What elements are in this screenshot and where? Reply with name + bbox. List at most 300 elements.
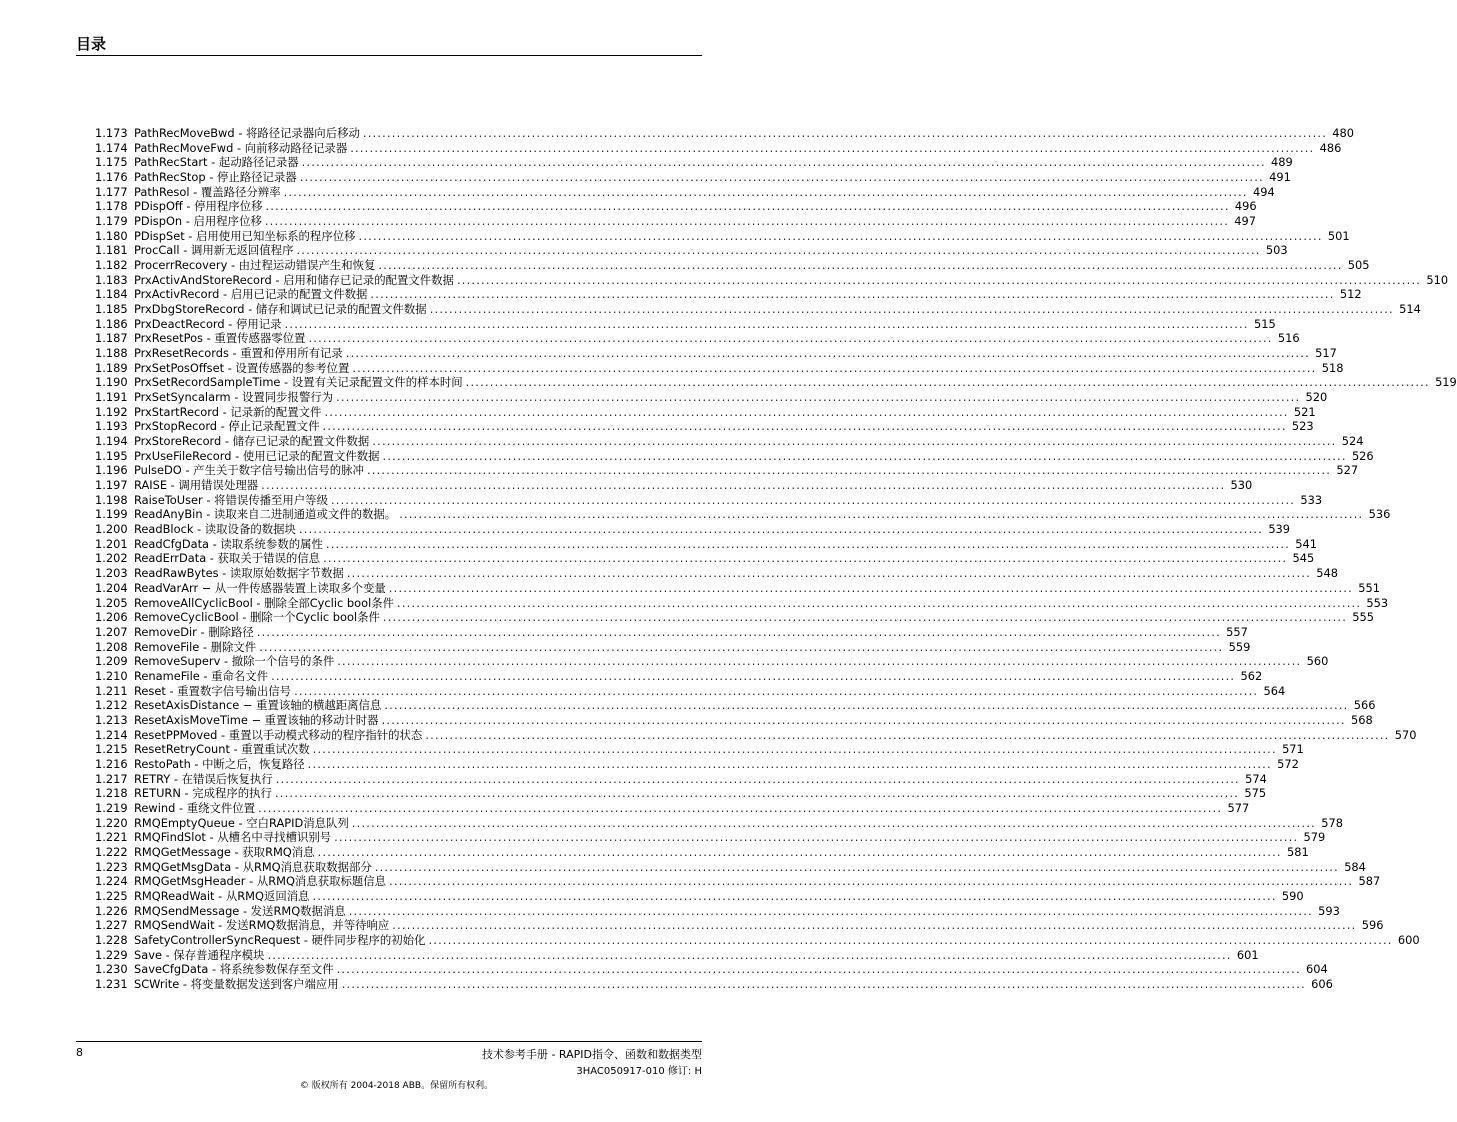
toc-dot-leader: ........................................................................................................................................................................................................ <box>307 756 1272 771</box>
toc-entry-title[interactable]: ReadAnyBin - 读取来自二进制通道或文件的数据。 <box>134 507 397 522</box>
toc-entry-title[interactable]: PrxSetRecordSampleTime - 设置有关记录配置文件的样本时间 <box>134 375 463 390</box>
toc-entry-page[interactable]: 526 <box>1351 448 1374 463</box>
toc-entry-page[interactable]: 520 <box>1305 390 1328 405</box>
toc-entry[interactable] <box>95 331 1300 346</box>
toc-entry-number: 1.207 <box>95 624 128 639</box>
toc-entry-page[interactable]: 497 <box>1234 214 1257 229</box>
toc-entry[interactable] <box>95 624 1248 640</box>
toc-entry[interactable] <box>95 610 1375 625</box>
toc-entry[interactable] <box>95 140 1342 156</box>
toc-entry-number: 1.204 <box>95 580 128 595</box>
toc-dot-leader: ........................................................................................................................................................................................................ <box>325 536 1291 551</box>
toc-entry-page[interactable]: 486 <box>1319 140 1342 155</box>
toc-entry-page[interactable]: 545 <box>1292 551 1315 566</box>
toc-entry-page[interactable]: 578 <box>1321 815 1343 830</box>
toc-entry-title[interactable]: ReadCfgData - 读取系统参数的属性 <box>134 536 323 551</box>
toc-entry-number: 1.177 <box>95 184 128 199</box>
document-id: 3HAC050917-010 修订: H <box>576 1066 702 1077</box>
toc-dot-leader: ........................................................................................................................................................................................................ <box>334 830 1299 845</box>
toc-entry-number: 1.188 <box>95 346 128 361</box>
toc-entry-title[interactable]: PrxUseFileRecord - 使用已记录的配置文件数据 <box>134 448 380 463</box>
toc-entry-page[interactable]: 527 <box>1336 463 1359 478</box>
toc-entry-page[interactable]: 524 <box>1341 434 1364 449</box>
toc-entry-title[interactable]: PrxActivRecord - 启用已记录的配置文件数据 <box>134 287 368 302</box>
toc-entry[interactable] <box>95 434 1364 449</box>
toc-entry[interactable] <box>95 346 1337 361</box>
toc-entry-number: 1.193 <box>95 419 128 434</box>
page-number: 8 <box>76 1046 83 1059</box>
toc-entry-title[interactable]: Reset - 重置数字信号输出信号 <box>134 683 292 698</box>
toc-dot-leader: ........................................................................................................................................................................................................ <box>372 434 1337 449</box>
toc-entry-title[interactable]: RMQGetMsgData - 从RMQ消息获取数据部分 <box>134 859 372 874</box>
toc-dot-leader: ........................................................................................................................................................................................................ <box>284 316 1249 331</box>
toc-entry-page[interactable]: 515 <box>1253 316 1276 331</box>
toc-entry-number: 1.202 <box>95 551 128 566</box>
toc-entry-title[interactable]: PrxSetPosOffset - 设置传感器的参考位置 <box>134 360 350 375</box>
toc-dot-leader: ........................................................................................................................................................................................................ <box>348 903 1313 918</box>
toc-entry[interactable] <box>95 155 1293 170</box>
toc-entry[interactable] <box>95 228 1350 244</box>
toc-entry-title[interactable]: RMQEmptyQueue - 空白RAPID消息队列 <box>134 815 349 830</box>
toc-entry[interactable] <box>95 214 1257 229</box>
toc-entry-title[interactable]: RMQFindSlot - 从槽名中寻找槽识别号 <box>134 830 332 845</box>
toc-entry-number: 1.189 <box>95 360 128 375</box>
toc-dot-leader: ........................................................................................................................................................................................................ <box>267 947 1232 962</box>
toc-dot-leader: ........................................................................................................................................................................................................ <box>366 463 1332 478</box>
toc-entry[interactable] <box>95 786 1267 801</box>
toc-dot-leader: ........................................................................................................................................................................................................ <box>274 786 1240 801</box>
toc-entry[interactable] <box>95 404 1316 420</box>
toc-entry-number: 1.186 <box>95 316 128 331</box>
toc-entry-number: 1.205 <box>95 595 128 610</box>
toc-entry-number: 1.219 <box>95 800 128 815</box>
toc-dot-leader: ........................................................................................................................................................................................................ <box>351 815 1316 830</box>
toc-entry-number: 1.198 <box>95 492 128 507</box>
toc-entry-page[interactable]: 581 <box>1286 844 1309 859</box>
toc-entry-title[interactable]: ProcCall - 调用新无返回值程序 <box>134 243 294 258</box>
toc-entry-page[interactable]: 555 <box>1352 610 1375 625</box>
toc-dot-leader: ........................................................................................................................................................................................................ <box>382 610 1348 625</box>
toc-entry-title[interactable]: RETURN - 完成程序的执行 <box>134 786 272 801</box>
toc-entry[interactable] <box>95 375 1457 390</box>
toc-entry-number: 1.174 <box>95 140 128 155</box>
toc-dot-leader: ........................................................................................................................................................................................................ <box>271 668 1236 683</box>
toc-entry-title[interactable]: PrxStartRecord - 记录新的配置文件 <box>134 404 322 419</box>
toc-dot-leader: ........................................................................................................................................................................................................ <box>264 214 1230 229</box>
toc-entry[interactable] <box>95 683 1286 699</box>
toc-entry-title[interactable]: RaiseToUser - 将错误传播至用户等级 <box>134 492 328 507</box>
toc-entry-number: 1.211 <box>95 683 128 698</box>
toc-entry-number: 1.175 <box>95 155 128 170</box>
toc-dot-leader: ........................................................................................................................................................................................................ <box>294 683 1259 698</box>
toc-entry-page[interactable]: 519 <box>1435 375 1457 390</box>
toc-entry[interactable] <box>95 844 1309 860</box>
toc-entry-title[interactable]: RETRY - 在错误后恢复执行 <box>134 771 273 786</box>
toc-entry-number: 1.203 <box>95 566 128 581</box>
toc-dot-leader: ........................................................................................................................................................................................................ <box>261 478 1226 493</box>
toc-dot-leader: ........................................................................................................................................................................................................ <box>258 800 1223 815</box>
toc-dot-leader: ........................................................................................................................................................................................................ <box>336 962 1301 977</box>
toc-entry-number: 1.200 <box>95 522 128 537</box>
toc-entry-number: 1.199 <box>95 507 128 522</box>
toc-entry[interactable] <box>95 830 1326 845</box>
toc-entry[interactable] <box>95 302 1421 317</box>
toc-entry[interactable] <box>95 874 1381 889</box>
toc-entry-number: 1.182 <box>95 258 128 273</box>
toc-entry[interactable] <box>95 639 1251 655</box>
toc-entry-title[interactable]: RemoveDir - 删除路径 <box>134 624 254 639</box>
toc-dot-leader: ........................................................................................................................................................................................................ <box>296 243 1261 258</box>
toc-entry[interactable] <box>95 199 1257 214</box>
toc-entry[interactable] <box>95 390 1328 405</box>
toc-entry-page[interactable]: 568 <box>1350 712 1373 727</box>
toc-entry-number: 1.178 <box>95 199 128 214</box>
toc-entry-title[interactable]: PDispOn - 启用程序位移 <box>134 214 262 229</box>
toc-entry[interactable] <box>95 287 1362 302</box>
toc-entry-number: 1.209 <box>95 654 128 669</box>
toc-dot-leader: ........................................................................................................................................................................................................ <box>265 199 1230 214</box>
toc-entry-page[interactable]: 562 <box>1240 668 1263 683</box>
toc-entry-number: 1.194 <box>95 434 128 449</box>
toc-entry-title[interactable]: PulseDO - 产生关于数字信号输出信号的脉冲 <box>134 463 364 478</box>
toc-entry-page[interactable]: 523 <box>1291 419 1314 434</box>
toc-entry-title[interactable]: PathRecStart - 起动路径记录器 <box>134 155 299 170</box>
toc-entry-page[interactable]: 566 <box>1353 698 1376 713</box>
toc-entry[interactable] <box>95 756 1299 772</box>
toc-entry[interactable] <box>95 698 1376 713</box>
toc-entry-page[interactable]: 518 <box>1321 360 1344 375</box>
toc-dot-leader: ........................................................................................................................................................................................................ <box>392 918 1357 933</box>
toc-entry-page[interactable]: 575 <box>1244 786 1267 801</box>
toc-dot-leader: ........................................................................................................................................................................................................ <box>378 258 1343 273</box>
toc-dot-leader: ........................................................................................................................................................................................................ <box>362 126 1328 140</box>
toc-entry-title[interactable]: RMQGetMsgHeader - 从RMQ消息获取标题信息 <box>134 874 387 889</box>
toc-entry-page[interactable]: 480 <box>1332 126 1355 140</box>
copyright-notice: © 版权所有 2004-2018 ABB。保留所有权利。 <box>299 1081 494 1091</box>
toc-entry-title[interactable]: PrxDbgStoreRecord - 储存和调试已记录的配置文件数据 <box>134 302 427 317</box>
toc-entry-title[interactable]: ResetAxisMoveTime − 重置该轴的移动计时器 <box>134 712 379 727</box>
toc-entry-number: 1.185 <box>95 302 128 317</box>
toc-entry-page[interactable]: 571 <box>1282 742 1304 757</box>
toc-dot-leader: ........................................................................................................................................................................................................ <box>399 507 1364 522</box>
toc-entry-title[interactable]: RMQReadWait - 从RMQ返回消息 <box>134 888 310 903</box>
toc-entry-number: 1.229 <box>95 947 128 962</box>
toc-entry-page[interactable]: 516 <box>1277 331 1300 346</box>
toc-entry-page[interactable]: 505 <box>1347 258 1370 273</box>
toc-entry-page[interactable]: 606 <box>1311 976 1333 991</box>
toc-entry-number: 1.206 <box>95 610 128 625</box>
toc-entry[interactable] <box>95 654 1329 669</box>
toc-entry[interactable] <box>95 536 1318 552</box>
toc-entry[interactable] <box>95 566 1338 581</box>
toc-entry-number: 1.201 <box>95 536 128 551</box>
toc-entry[interactable] <box>95 742 1304 757</box>
toc-entry-title[interactable]: PathRecMoveBwd - 将路径记录器向后移动 <box>134 126 360 140</box>
toc-entry[interactable] <box>95 419 1314 434</box>
toc-entry-title[interactable]: PDispOff - 停用程序位移 <box>134 199 263 214</box>
toc-entry[interactable] <box>95 771 1267 787</box>
toc-entry[interactable] <box>95 962 1328 977</box>
toc-entry-title[interactable]: ReadVarArr − 从一件传感器装置上读取多个变量 <box>134 580 386 595</box>
toc-dot-leader: ........................................................................................................................................................................................................ <box>323 551 1288 566</box>
toc-entry-number: 1.192 <box>95 404 128 419</box>
toc-entry-number: 1.218 <box>95 786 128 801</box>
toc-entry-page[interactable]: 491 <box>1269 170 1291 185</box>
toc-entry-title[interactable]: SafetyControllerSyncRequest - 硬件同步程序的初始化 <box>134 932 426 947</box>
toc-entry-page[interactable]: 496 <box>1234 199 1257 214</box>
toc-entry-title[interactable]: RMQSendMessage - 发送RMQ数据消息 <box>134 903 346 918</box>
toc-entry-page[interactable]: 579 <box>1303 830 1326 845</box>
toc-entry-page[interactable]: 514 <box>1399 302 1421 317</box>
toc-entry-title[interactable]: RMQGetMessage - 获取RMQ消息 <box>134 844 315 859</box>
toc-entry-number: 1.222 <box>95 844 128 859</box>
toc-dot-leader: ........................................................................................................................................................................................................ <box>322 419 1287 434</box>
toc-entry[interactable] <box>95 243 1288 258</box>
toc-entry-title[interactable]: PathResol - 覆盖路径分辨率 <box>134 184 281 199</box>
toc-entry-page[interactable]: 536 <box>1368 507 1391 522</box>
toc-entry-number: 1.195 <box>95 448 128 463</box>
toc-entry-page[interactable]: 489 <box>1271 155 1293 170</box>
toc-entry-page[interactable]: 590 <box>1281 888 1304 903</box>
toc-entry-title[interactable]: RemoveSuperv - 撤除一个信号的条件 <box>134 654 335 669</box>
toc-entry-title[interactable]: ReadBlock - 读取设备的数据块 <box>134 522 296 537</box>
toc-dot-leader: ........................................................................................................................................................................................................ <box>346 566 1311 581</box>
toc-entry-number: 1.187 <box>95 331 128 346</box>
toc-entry-page[interactable]: 600 <box>1397 932 1420 947</box>
toc-entry-page[interactable]: 564 <box>1263 683 1286 698</box>
toc-entry-page[interactable]: 551 <box>1358 580 1380 595</box>
toc-entry[interactable] <box>95 507 1391 522</box>
toc-entry-number: 1.210 <box>95 668 128 683</box>
toc-entry[interactable] <box>95 815 1343 831</box>
toc-entry-title[interactable]: PathRecMoveFwd - 向前移动路径记录器 <box>134 140 348 155</box>
toc-entry-number: 1.226 <box>95 903 128 918</box>
toc-entry-number: 1.213 <box>95 712 128 727</box>
toc-entry-title[interactable]: Save - 保存普通程序模块 <box>134 947 265 962</box>
toc-dot-leader: ........................................................................................................................................................................................................ <box>283 184 1248 199</box>
toc-dot-leader: ........................................................................................................................................................................................................ <box>428 932 1393 947</box>
toc-dot-leader: ........................................................................................................................................................................................................ <box>456 272 1422 287</box>
toc-entry-page[interactable]: 560 <box>1306 654 1329 669</box>
toc-dot-leader: ........................................................................................................................................................................................................ <box>330 492 1296 507</box>
toc-entry[interactable] <box>95 976 1333 992</box>
toc-entry[interactable] <box>95 859 1366 875</box>
toc-entry-page[interactable]: 587 <box>1358 874 1381 889</box>
toc-dot-leader: ........................................................................................................................................................................................................ <box>312 888 1277 903</box>
toc-dot-leader: ........................................................................................................................................................................................................ <box>384 698 1349 713</box>
toc-entry-page[interactable]: 553 <box>1366 595 1389 610</box>
toc-entry-title[interactable]: ResetAxisDistance − 重置该轴的横越距离信息 <box>134 698 382 713</box>
toc-entry-page[interactable]: 584 <box>1344 859 1366 874</box>
toc-entry-number: 1.191 <box>95 390 128 405</box>
toc-entry[interactable] <box>95 258 1370 273</box>
toc-dot-leader: ........................................................................................................................................................................................................ <box>324 404 1289 419</box>
toc-entry-page[interactable]: 596 <box>1361 918 1384 933</box>
toc-entry[interactable] <box>95 918 1384 933</box>
toc-entry[interactable] <box>95 800 1250 816</box>
toc-dot-leader: ........................................................................................................................................................................................................ <box>374 859 1339 874</box>
toc-entry[interactable] <box>95 595 1389 611</box>
toc-dot-leader: ........................................................................................................................................................................................................ <box>382 448 1347 463</box>
manual-title: 技术参考手册 - RAPID指令、函数和数据类型 <box>481 1048 702 1061</box>
toc-dot-leader: ........................................................................................................................................................................................................ <box>301 155 1266 170</box>
toc-entry-number: 1.228 <box>95 932 128 947</box>
toc-entry-number: 1.212 <box>95 698 128 713</box>
toc-entry-title[interactable]: PrxStoreRecord - 储存已记录的配置文件数据 <box>134 434 370 449</box>
toc-entry[interactable] <box>95 316 1276 332</box>
header-divider <box>76 55 702 56</box>
toc-dot-leader: ........................................................................................................................................................................................................ <box>381 712 1346 727</box>
toc-dot-leader: ........................................................................................................................................................................................................ <box>425 727 1390 742</box>
toc-entry-number: 1.173 <box>95 126 128 140</box>
toc-entry-number: 1.217 <box>95 771 128 786</box>
toc-entry[interactable] <box>95 932 1420 948</box>
toc-entry-page[interactable]: 593 <box>1318 903 1340 918</box>
toc-entry-number: 1.190 <box>95 375 128 390</box>
toc-dot-leader: ........................................................................................................................................................................................................ <box>345 346 1310 361</box>
toc-entry-title[interactable]: PrxResetRecords - 重置和停用所有记录 <box>134 346 343 361</box>
toc-dot-leader: ........................................................................................................................................................................................................ <box>298 522 1264 537</box>
toc-entry-title[interactable]: SCWrite - 将变量数据发送到客户端应用 <box>134 976 339 991</box>
toc-dot-leader: ........................................................................................................................................................................................................ <box>397 595 1362 610</box>
toc-entry-title[interactable]: PrxResetPos - 重置传感器零位置 <box>134 331 306 346</box>
toc-entry[interactable] <box>95 580 1380 596</box>
footer-divider <box>76 1041 702 1042</box>
toc-entry-number: 1.183 <box>95 272 128 287</box>
toc-entry-page[interactable]: 604 <box>1306 962 1328 977</box>
toc-entry-number: 1.176 <box>95 170 128 185</box>
toc-entry-number: 1.180 <box>95 228 128 243</box>
toc-entry-title[interactable]: PrxStopRecord - 停止记录配置文件 <box>134 419 320 434</box>
toc-entry-number: 1.181 <box>95 243 128 258</box>
toc-dot-leader: ........................................................................................................................................................................................................ <box>388 580 1353 595</box>
toc-entry-page[interactable]: 570 <box>1394 727 1417 742</box>
table-of-contents <box>95 126 1457 992</box>
toc-entry-number: 1.224 <box>95 874 128 889</box>
page-title: 目录 <box>76 35 107 53</box>
toc-entry-title[interactable]: RMQSendWait - 发送RMQ数据消息，并等待响应 <box>134 918 390 933</box>
toc-entry-page[interactable]: 539 <box>1268 522 1291 537</box>
toc-entry-number: 1.215 <box>95 742 128 757</box>
toc-dot-leader: ........................................................................................................................................................................................................ <box>389 874 1354 889</box>
toc-dot-leader: ........................................................................................................................................................................................................ <box>336 390 1301 405</box>
toc-entry-page[interactable]: 548 <box>1316 566 1338 581</box>
toc-entry[interactable] <box>95 463 1359 478</box>
toc-dot-leader: ........................................................................................................................................................................................................ <box>370 287 1335 302</box>
toc-entry-number: 1.208 <box>95 639 128 654</box>
toc-entry[interactable] <box>95 184 1275 200</box>
toc-entry[interactable] <box>95 727 1417 743</box>
toc-entry-title[interactable]: RAISE - 调用错误处理器 <box>134 478 259 493</box>
toc-entry[interactable] <box>95 888 1304 904</box>
toc-entry-number: 1.227 <box>95 918 128 933</box>
toc-entry-number: 1.220 <box>95 815 128 830</box>
toc-entry-page[interactable]: 530 <box>1230 478 1253 493</box>
toc-entry-title[interactable]: ResetRetryCount - 重置重试次数 <box>134 742 310 757</box>
toc-dot-leader: ........................................................................................................................................................................................................ <box>256 624 1221 639</box>
toc-entry-title[interactable]: PDispSet - 启用使用已知坐标系的程序位移 <box>134 228 356 243</box>
toc-entry[interactable] <box>95 668 1263 684</box>
toc-entry[interactable] <box>95 492 1323 508</box>
toc-entry[interactable] <box>95 522 1291 537</box>
toc-entry-title[interactable]: ProcerrRecovery - 由过程运动错误产生和恢复 <box>134 258 376 273</box>
toc-entry-page[interactable]: 574 <box>1245 771 1267 786</box>
toc-entry-title[interactable]: PrxSetSyncalarm - 设置同步报警行为 <box>134 390 334 405</box>
toc-entry-title[interactable]: RemoveCyclicBool - 删除一个Cyclic bool条件 <box>134 610 380 625</box>
toc-entry-number: 1.216 <box>95 756 128 771</box>
toc-entry-page[interactable]: 501 <box>1327 228 1350 243</box>
toc-entry[interactable] <box>95 478 1253 493</box>
toc-entry-title[interactable]: PathRecStop - 停止路径记录器 <box>134 170 297 185</box>
toc-entry-number: 1.184 <box>95 287 128 302</box>
toc-entry-page[interactable]: 541 <box>1295 536 1318 551</box>
toc-entry[interactable] <box>95 126 1355 141</box>
toc-entry-number: 1.225 <box>95 888 128 903</box>
toc-dot-leader: ........................................................................................................................................................................................................ <box>429 302 1394 317</box>
toc-entry-title[interactable]: ReadErrData - 获取关于错误的信息 <box>134 551 321 566</box>
toc-dot-leader: ........................................................................................................................................................................................................ <box>358 228 1323 243</box>
toc-entry-number: 1.223 <box>95 859 128 874</box>
toc-dot-leader: ........................................................................................................................................................................................................ <box>259 639 1224 654</box>
toc-dot-leader: ........................................................................................................................................................................................................ <box>337 654 1302 669</box>
toc-entry[interactable] <box>95 551 1315 566</box>
toc-entry-title[interactable]: Rewind - 重绕文件位置 <box>134 800 256 815</box>
toc-dot-leader: ........................................................................................................................................................................................................ <box>352 360 1317 375</box>
toc-entry-page[interactable]: 512 <box>1339 287 1362 302</box>
toc-entry-page[interactable]: 557 <box>1226 624 1248 639</box>
toc-entry-number: 1.221 <box>95 830 128 845</box>
toc-dot-leader: ........................................................................................................................................................................................................ <box>350 140 1315 155</box>
toc-entry[interactable] <box>95 712 1373 728</box>
toc-entry-number: 1.179 <box>95 214 128 229</box>
toc-dot-leader: ........................................................................................................................................................................................................ <box>317 844 1282 859</box>
toc-dot-leader: ........................................................................................................................................................................................................ <box>275 771 1240 786</box>
toc-entry-title[interactable]: RestoPath - 中断之后，恢复路径 <box>134 756 305 771</box>
toc-entry-title[interactable]: ResetPPMoved - 重置以手动模式移动的程序指针的状态 <box>134 727 423 742</box>
toc-entry-title[interactable]: RenameFile - 重命名文件 <box>134 668 269 683</box>
toc-entry-title[interactable]: ReadRawBytes - 读取原始数据字节数据 <box>134 566 344 581</box>
toc-dot-leader: ........................................................................................................................................................................................................ <box>312 742 1277 757</box>
toc-entry-title[interactable]: PrxActivAndStoreRecord - 启用和储存已记录的配置文件数据 <box>134 272 454 287</box>
toc-entry-title[interactable]: PrxDeactRecord - 停用记录 <box>134 316 282 331</box>
toc-entry-number: 1.196 <box>95 463 128 478</box>
toc-entry-page[interactable]: 503 <box>1265 243 1288 258</box>
toc-entry-title[interactable]: SaveCfgData - 将系统参数保存至文件 <box>134 962 334 977</box>
toc-entry[interactable] <box>95 448 1374 464</box>
toc-dot-leader: ........................................................................................................................................................................................................ <box>341 976 1306 991</box>
toc-entry[interactable] <box>95 170 1291 185</box>
toc-entry-number: 1.230 <box>95 962 128 977</box>
toc-entry[interactable] <box>95 903 1340 919</box>
toc-entry-page[interactable]: 494 <box>1253 184 1275 199</box>
toc-entry-page[interactable]: 572 <box>1277 756 1299 771</box>
toc-entry-page[interactable]: 510 <box>1426 272 1449 287</box>
toc-entry-page[interactable]: 559 <box>1228 639 1251 654</box>
toc-entry-page[interactable]: 517 <box>1315 346 1337 361</box>
toc-entry[interactable] <box>95 947 1259 963</box>
toc-dot-leader: ........................................................................................................................................................................................................ <box>308 331 1273 346</box>
toc-entry-page[interactable]: 601 <box>1236 947 1259 962</box>
toc-entry-number: 1.197 <box>95 478 128 493</box>
toc-entry-title[interactable]: RemoveFile - 删除文件 <box>134 639 257 654</box>
toc-entry-page[interactable]: 533 <box>1300 492 1323 507</box>
toc-entry-number: 1.231 <box>95 976 128 991</box>
toc-entry-page[interactable]: 577 <box>1227 800 1250 815</box>
toc-entry[interactable] <box>95 360 1344 376</box>
toc-entry-title[interactable]: RemoveAllCyclicBool - 删除全部Cyclic bool条件 <box>134 595 395 610</box>
toc-entry-page[interactable]: 521 <box>1293 404 1316 419</box>
toc-entry[interactable] <box>95 272 1449 288</box>
